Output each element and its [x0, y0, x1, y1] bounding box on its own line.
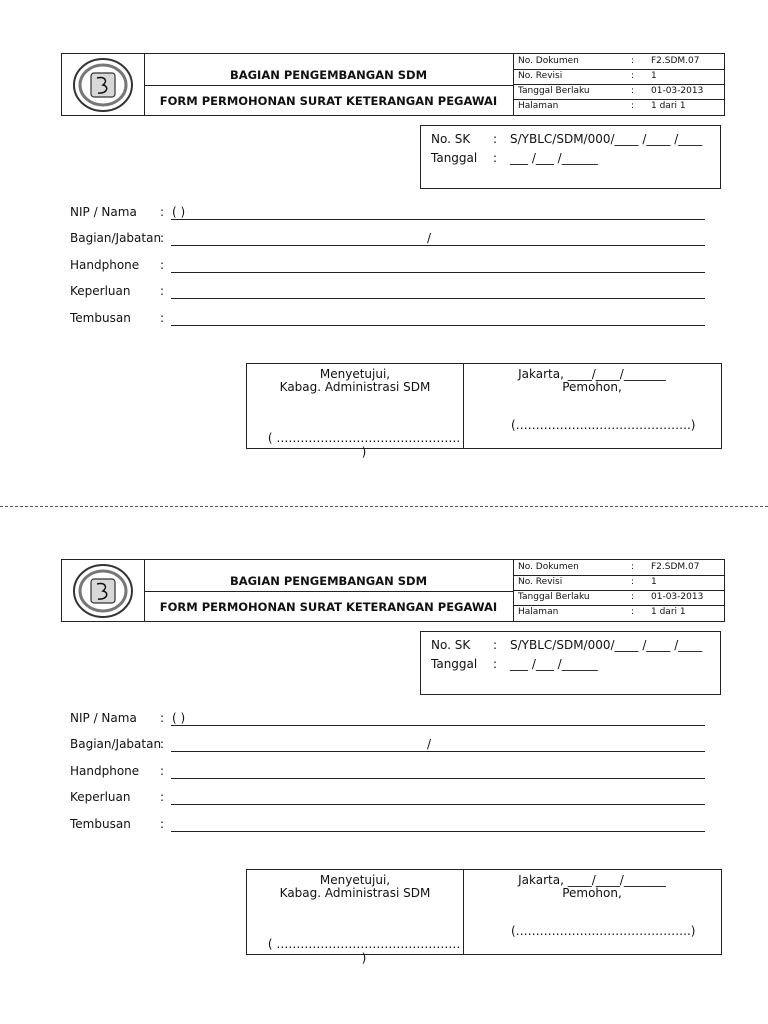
- applicant-signature: Jakarta, ____/____/_______ Pemohon, (………………..…….……………..): [511, 873, 696, 938]
- sk-number-box: No. SK : S/YBLC/SDM/000/____ /____ /____ Tanggal : ___ /___ /______: [420, 125, 721, 189]
- document-header: [61, 53, 725, 116]
- document-meta: [513, 54, 724, 115]
- fill-line: [171, 325, 705, 326]
- fill-line: [171, 751, 705, 752]
- meta-row-doc-number: No. Dokumen : F2.SDM.07: [513, 54, 724, 70]
- field-nip-nama[interactable]: NIP / Nama : ( ): [70, 205, 710, 225]
- field-bagian-jabatan[interactable]: Bagian/Jabatan : /: [70, 737, 710, 757]
- sk-date-value: ___ /___ /______: [510, 657, 598, 671]
- field-bagian-jabatan[interactable]: Bagian/Jabatan : /: [70, 231, 710, 251]
- document-meta: [513, 560, 724, 621]
- title-divider: [144, 85, 513, 86]
- sk-number-label: No. SK: [431, 132, 471, 146]
- title-divider: [144, 591, 513, 592]
- applicant-name-blank: (………………..…….……………..): [511, 418, 696, 432]
- form-top: [0, 0, 768, 459]
- meta-row-page: Halaman : 1 dari 1: [518, 607, 686, 617]
- fill-line: [171, 725, 705, 726]
- meta-row-revision: No. Revisi : 1: [513, 69, 724, 85]
- company-logo-icon: [72, 563, 134, 619]
- form-bottom: [0, 506, 768, 965]
- company-logo-icon: [72, 57, 134, 113]
- fill-line: [171, 804, 705, 805]
- sk-date-value: ___ /___ /______: [510, 151, 598, 165]
- field-keperluan[interactable]: Keperluan :: [70, 790, 710, 810]
- meta-row-effective-date: Tanggal Berlaku : 01-03-2013: [513, 84, 724, 100]
- meta-row-doc-number: No. Dokumen : F2.SDM.07: [513, 560, 724, 576]
- signature-box: [246, 363, 722, 459]
- field-tembusan[interactable]: Tembusan :: [70, 817, 710, 837]
- fill-line: [171, 298, 705, 299]
- field-handphone[interactable]: Handphone :: [70, 258, 710, 278]
- field-keperluan[interactable]: Keperluan :: [70, 284, 710, 304]
- sk-number-box: No. SK : S/YBLC/SDM/000/____ /____ /____ Tanggal : ___ /___ /______: [420, 631, 721, 695]
- sk-number-value: S/YBLC/SDM/000/____ /____ /____: [510, 638, 703, 652]
- sk-number-value: S/YBLC/SDM/000/____ /____ /____: [510, 132, 703, 146]
- logo-cell: [62, 560, 145, 621]
- field-tembusan[interactable]: Tembusan :: [70, 311, 710, 331]
- sk-date-label: Tanggal: [431, 151, 478, 165]
- fill-line: [171, 831, 705, 832]
- department-title: BAGIAN PENGEMBANGAN SDM: [229, 68, 428, 82]
- logo-cell: [62, 54, 145, 115]
- field-handphone[interactable]: Handphone :: [70, 764, 710, 784]
- sk-number-label: No. SK: [431, 638, 471, 652]
- applicant-signature: Jakarta, ____/____/_______ Pemohon, (………………..…….……………..): [511, 367, 696, 432]
- document-header: [61, 559, 725, 622]
- meta-row-effective-date: Tanggal Berlaku : 01-03-2013: [513, 590, 724, 606]
- approver-name-blank: ( ………………………………………. ): [267, 937, 461, 965]
- applicant-name-blank: (………………..…….……………..): [511, 924, 696, 938]
- form-title: FORM PERMOHONAN SURAT KETERANGAN PEGAWAI: [159, 94, 498, 108]
- department-title: BAGIAN PENGEMBANGAN SDM: [229, 574, 428, 588]
- fill-line: [171, 245, 705, 246]
- approver-signature: Menyetujui, Kabag. Administrasi SDM ( ………………………………………. ): [247, 870, 464, 954]
- approver-name-blank: ( ………………………………………. ): [267, 431, 461, 459]
- meta-row-page: Halaman : 1 dari 1: [518, 101, 686, 111]
- fill-line: [171, 219, 705, 220]
- form-title: FORM PERMOHONAN SURAT KETERANGAN PEGAWAI: [159, 600, 498, 614]
- meta-row-revision: No. Revisi : 1: [513, 575, 724, 591]
- approver-signature: Menyetujui, Kabag. Administrasi SDM ( ………………………………………. ): [247, 364, 464, 448]
- fill-line: [171, 778, 705, 779]
- sk-date-label: Tanggal: [431, 657, 478, 671]
- field-nip-nama[interactable]: NIP / Nama : ( ): [70, 711, 710, 731]
- fill-line: [171, 272, 705, 273]
- title-cell: [144, 54, 514, 115]
- title-cell: [144, 560, 514, 621]
- signature-box: [246, 869, 722, 965]
